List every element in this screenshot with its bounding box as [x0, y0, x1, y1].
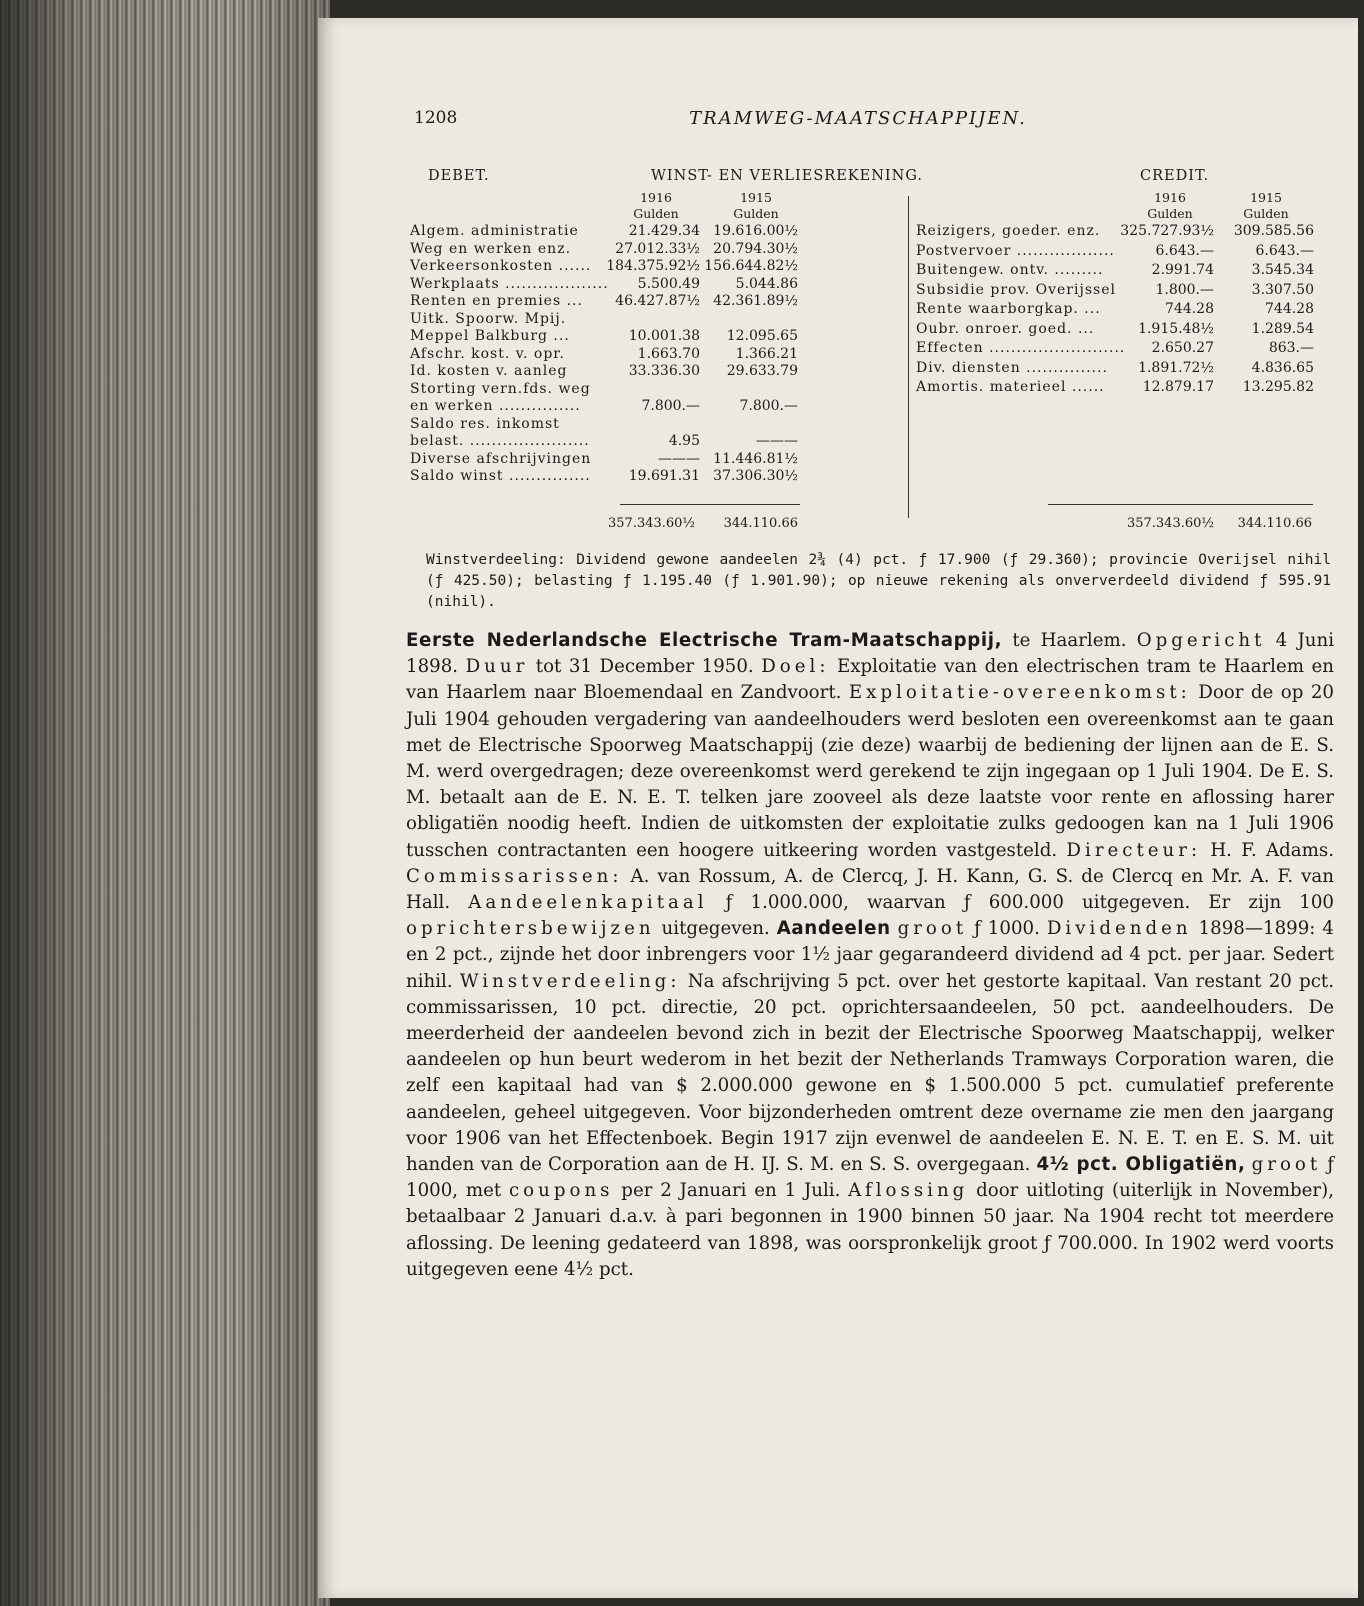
- key-duur: Duur: [465, 656, 529, 678]
- debet-row-value-1915: 5.044.86: [735, 275, 798, 292]
- credit-total-1916: 357.343.60½: [1126, 516, 1214, 531]
- debet-row-value-1915: 20.794.30½: [713, 240, 798, 257]
- debet-total-1916: 357.343.60½: [608, 516, 696, 531]
- debet-row: [410, 467, 906, 485]
- debet-row-label: Afschr. kost. v. opr.: [410, 345, 565, 362]
- credit-row-value-1916: 1.800.—: [1155, 281, 1214, 298]
- debet-col-1916: 1916 Gulden: [633, 190, 679, 221]
- debet-row-label: Werkplaats ...................: [410, 275, 609, 292]
- credit-row-value-1916: 2.991.74: [1151, 262, 1214, 278]
- credit-col-1915: 1915 Gulden: [1243, 190, 1289, 221]
- debet-row-value-1916: 5.500.49: [637, 275, 700, 292]
- debet-row-value-1916: 27.012.33½: [615, 240, 700, 257]
- credit-row-value-1915: 1.289.54: [1251, 320, 1314, 337]
- heading-obligatien: 4½ pct. Obligatiën,: [1036, 1154, 1246, 1176]
- credit-row: [916, 222, 1326, 240]
- credit-row: [916, 261, 1326, 279]
- credit-row-label: Amortis. materieel ......: [916, 379, 1105, 395]
- debet-row-value-1916: 184.375.92½: [606, 258, 700, 274]
- profit-loss-account: [408, 168, 1328, 543]
- debet-row-label: en werken ...............: [410, 398, 581, 414]
- debet-row-value-1915: 7.800.—: [739, 398, 798, 414]
- credit-row-label: Subsidie prov. Overijssel: [916, 281, 1116, 298]
- key-opgericht: Opgericht: [1136, 630, 1266, 651]
- credit-row-value-1916: 1.891.72½: [1138, 359, 1214, 376]
- credit-row-label: Effecten .........................: [916, 340, 1126, 356]
- debet-row: [410, 397, 906, 415]
- debet-row-value-1916: 4.95: [668, 433, 700, 449]
- debet-label: DEBET.: [428, 168, 490, 184]
- credit-col-1916: 1916 Gulden: [1147, 190, 1193, 221]
- credit-row-value-1915: 6.643.—: [1255, 242, 1314, 259]
- book-edge-shadow: [0, 0, 330, 1606]
- credit-total-rule: [1048, 504, 1313, 505]
- debet-row-label: Id. kosten v. aanleg: [410, 363, 568, 379]
- debet-row-value-1916: 10.001.38: [628, 328, 700, 344]
- debet-row-label: Renten en premies ...: [410, 293, 583, 309]
- credit-row-value-1915: 3.307.50: [1251, 281, 1314, 298]
- debet-row-value-1915: 12.095.65: [726, 328, 798, 344]
- heading-aandeelen: Aandeelen: [776, 918, 891, 940]
- credit-row: [916, 281, 1326, 299]
- debet-row: [410, 345, 906, 363]
- credit-row-value-1915: 13.295.82: [1242, 379, 1314, 395]
- credit-row-label: Buitengew. ontv. .........: [916, 262, 1104, 278]
- debet-row-label: Saldo winst ...............: [410, 468, 591, 484]
- credit-row-value-1916: 744.28: [1165, 301, 1214, 317]
- debet-row-value-1916: 19.691.31: [628, 468, 700, 484]
- credit-row-value-1915: 309.585.56: [1233, 223, 1314, 239]
- debet-row-label: Storting vern.fds. weg: [410, 380, 591, 397]
- debet-row-value-1916: 7.800.—: [641, 398, 700, 414]
- key-exploitatie: Exploitatie-overeenkomst:: [848, 682, 1191, 704]
- debet-row: [410, 222, 906, 240]
- running-title: TRAMWEG-MAATSCHAPPIJEN.: [689, 108, 1027, 129]
- credit-row-label: Oubr. onroer. goed. ...: [916, 320, 1095, 337]
- debet-row-value-1916: 1.663.70: [637, 345, 700, 362]
- key-dividenden: Dividenden: [1046, 918, 1192, 940]
- debet-row-value-1916: ———: [658, 450, 700, 467]
- key-doel: Doel:: [761, 656, 830, 678]
- profit-distribution-note: Winstverdeeling: Dividend gewone aandeelen 2¾ (4) pct. ƒ 17.900 (ƒ 29.360); provincie Overijsel nihil (ƒ 425.50); belasting ƒ 1.195.40 (ƒ 1.901.90); op nieuwe rekening als onververdeeld dividend ƒ 595.91 (nihil).: [426, 552, 1331, 610]
- key-winstverdeeling: Winstverdeeling:: [459, 970, 681, 992]
- credit-row-label: Rente waarborgkap. ...: [916, 301, 1101, 317]
- credit-row: [916, 320, 1326, 338]
- key-directeur: Directeur:: [1066, 839, 1202, 861]
- debet-row-value-1915: 11.446.81½: [713, 450, 798, 467]
- debet-row-value-1915: ———: [756, 433, 798, 449]
- key-commissarissen: Commissarissen:: [406, 865, 623, 887]
- debet-col-1915: 1915 Gulden: [733, 190, 779, 221]
- credit-row-value-1916: 6.643.—: [1155, 242, 1214, 259]
- credit-row-value-1915: 863.—: [1268, 340, 1314, 356]
- debet-row-value-1915: 42.361.89½: [713, 293, 798, 309]
- column-divider: [908, 196, 909, 518]
- key-aflossing: Aflossing: [848, 1180, 969, 1202]
- debet-row-label: Diverse afschrijvingen: [410, 450, 592, 467]
- debet-row-label: Saldo res. inkomst: [410, 415, 560, 432]
- debet-total-1915: 344.110.66: [723, 516, 798, 531]
- key-groot: groot: [897, 918, 968, 940]
- credit-row-value-1916: 2.650.27: [1151, 340, 1214, 356]
- credit-row-value-1915: 744.28: [1265, 301, 1314, 317]
- running-header: [318, 108, 1358, 138]
- debet-row: [410, 310, 906, 328]
- page-number: 1208: [414, 108, 458, 128]
- debet-row: [410, 415, 906, 433]
- debet-row-label: Meppel Balkburg ...: [410, 328, 570, 344]
- credit-row: [916, 300, 1326, 318]
- credit-label: CREDIT.: [1140, 168, 1210, 184]
- credit-total-1915: 344.110.66: [1237, 516, 1312, 531]
- credit-row-label: Postvervoer ..................: [916, 242, 1115, 259]
- credit-row-value-1916: 1.915.48½: [1138, 320, 1214, 337]
- debet-row-value-1915: 37.306.30½: [713, 468, 798, 484]
- account-title: WINST- EN VERLIESREKENING.: [651, 168, 923, 184]
- credit-row-label: Reizigers, goeder. enz.: [916, 223, 1101, 239]
- debet-row: [410, 292, 906, 310]
- credit-row: [916, 339, 1326, 357]
- debet-row-label: Algem. administratie: [410, 223, 579, 239]
- debet-total-rule: [620, 504, 800, 505]
- key-oprichtersbewijzen: oprichtersbewijzen: [406, 918, 655, 940]
- key-aandeelenkapitaal: Aandeelenkapitaal: [468, 892, 708, 914]
- debet-row-label: Uitk. Spoorw. Mpij.: [410, 310, 567, 327]
- credit-row: [916, 359, 1326, 377]
- credit-row-value-1915: 3.545.34: [1251, 262, 1314, 278]
- credit-row-value-1916: 325.727.93½: [1120, 223, 1214, 239]
- debet-row-label: belast. ......................: [410, 433, 590, 449]
- company-article: Eerste Nederlandsche Electrische Tram-Maatschappij, te Haarlem. Opgericht 4 Juni 1898. Duur tot 31 December 1950. Doel: Exploitatie van den electrischen tram te Haarlem en van Haarlem naar Bloemendaal en Zandvoort. Exploitatie-overeenkomst: Door de op 20 Juli 1904 gehouden vergadering van aandeelhouders werd besloten een overeenkomst aan te gaan met de Electrische Spoorweg Maatschappij (zie deze) waarbij de bediening der lijnen aan de E. S. M. werd overgedragen; deze overeenkomst werd gerekend te zijn ingegaan op 1 Juli 1904. De E. S. M. betaalt aan de E. N. E. T. telken jare zooveel als deze laatste voor rente en aflossing harer obligatiën noodig heeft. Indien de uitkomsten der exploitatie zulks gedoogen kan na 1 Juli 1906 tusschen contractanten een hoogere uitkeering worden vastgesteld. Directeur: H. F. Adams. Commissarissen: A. van Rossum, A. de Clercq, J. H. Kann, G. S. de Clercq en Mr. A. F. van Hall. Aandeelenkapitaal ƒ 1.000.000, waarvan ƒ 600.000 uitgegeven. Er zijn 100 oprichtersbewijzen uitgegeven. Aandeelen groot ƒ 1000. Dividenden 1898—1899: 4 en 2 pct., zijnde het door inbrengers voor 1½ jaar gegarandeerd dividend ad 4 pct. per jaar. Sedert nihil. Winstverdeeling: Na afschrijving 5 pct. over het gestorte kapitaal. Van restant 20 pct. commissarissen, 10 pct. directie, 20 pct. oprichtersaandeelen, 50 pct. aandeelhouders. De meerderheid der aandeelen bevond zich in bezit der Electrische Spoorweg Maatschappij, welker aandeelen op hun beurt wederom in het bezit der Netherlands Tramways Corporation waren, die zelf een kapitaal had van $ 2.000.000 gewone en $ 1.500.000 5 pct. cumulatief preferente aandeelen, geheel uitgegeven. Voor bijzonderheden omtrent deze overname zie men den jaargang voor 1906 van het Effectenboek. Begin 1917 zijn evenwel de aandeelen E. N. E. T. en E. S. M. uit handen van de Corporation aan de H. IJ. S. M. en S. S. overgegaan. 4½ pct. Obligatiën, groot ƒ 1000, met coupons per 2 Januari en 1 Juli. Aflossing door uitloting (uiterlijk in November), betaalbaar 2 Januari d.a.v. à pari begonnen in 1900 binnen 50 jaar. Na 1904 recht tot meerdere aflossing. De leening gedateerd van 1898, was oorspronkelijk groot ƒ 700.000. In 1902 werd voorts uitgegeven eene 4½ pct.: [406, 630, 1335, 1280]
- debet-row-value-1916: 46.427.87½: [615, 293, 700, 309]
- debet-row-value-1916: 33.336.30: [628, 363, 700, 379]
- debet-row-value-1915: 1.366.21: [735, 345, 798, 362]
- key-groot-2: groot: [1251, 1154, 1322, 1176]
- debet-row: [410, 380, 906, 398]
- debet-row-value-1915: 156.644.82½: [704, 258, 798, 274]
- debet-row-value-1915: 29.633.79: [726, 363, 798, 379]
- key-coupons: coupons: [509, 1180, 614, 1202]
- debet-row: [410, 432, 906, 450]
- debet-row: [410, 275, 906, 293]
- debet-row: [410, 240, 906, 258]
- debet-row-value-1915: 19.616.00½: [713, 223, 798, 239]
- credit-row: [916, 378, 1326, 396]
- credit-row-label: Div. diensten ...............: [916, 359, 1108, 376]
- debet-row: [410, 362, 906, 380]
- credit-row-value-1915: 4.836.65: [1251, 359, 1314, 376]
- debet-row-label: Verkeersonkosten ......: [410, 258, 592, 274]
- credit-row: [916, 242, 1326, 260]
- debet-row: [410, 327, 906, 345]
- credit-row-value-1916: 12.879.17: [1142, 379, 1214, 395]
- company-name: Eerste Nederlandsche Electrische Tram-Maatschappij,: [406, 630, 1003, 651]
- debet-row-value-1916: 21.429.34: [628, 223, 700, 239]
- debet-row: [410, 450, 906, 468]
- debet-row-label: Weg en werken enz.: [410, 240, 572, 257]
- debet-row: [410, 257, 906, 275]
- book-page: [318, 18, 1358, 1598]
